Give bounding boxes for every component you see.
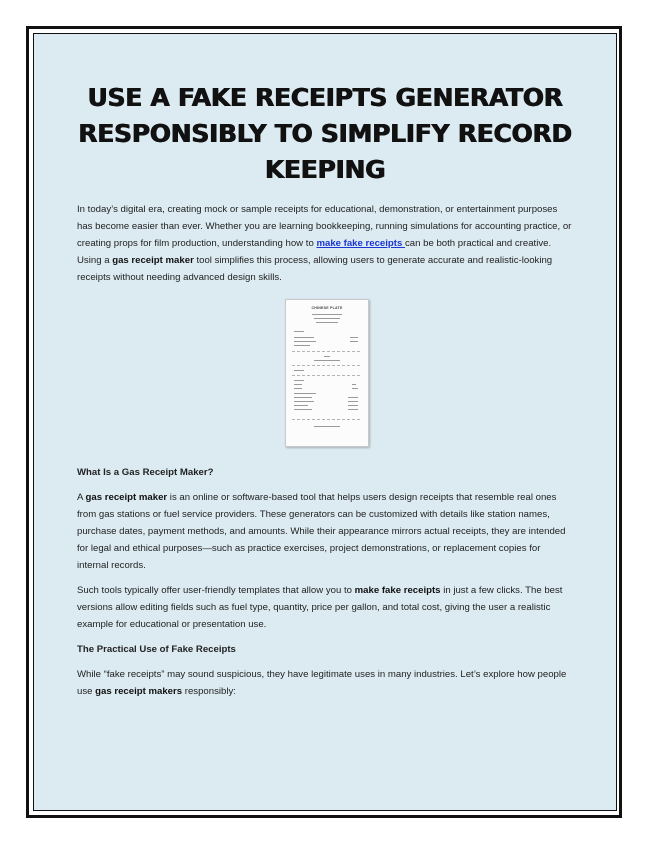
document-title: USE A FAKE RECEIPTS GENERATOR RESPONSIBLY TO SIMPLIFY RECORD KEEPING	[78, 83, 572, 184]
section-1-paragraph-2: Such tools typically offer user-friendly templates that allow you to make fake receipts in just a few clicks. The best versions allow editing fields such as fuel type, quantity, price per gallon, and total cost, giving the user a realistic example for educational or presentation use.	[77, 584, 563, 630]
section-1-paragraph-1: A gas receipt maker is an online or software-based tool that helps users design receipts that resemble real ones from gas stations or fuel service providers. These generators can be customized with details like station names, purchase dates, payment methods, and amounts. While their appearance mirrors actual receipts, they are intended for legal and ethical purposes—such as practice exercises, project demonstrations, or replacement copies for internal records.	[77, 492, 566, 572]
bold-term-make-fake-receipts: make fake receipts	[354, 584, 441, 596]
bold-term-gas-receipt-makers: gas receipt makers	[95, 685, 183, 697]
section-2-paragraph-1: While “fake receipts” may sound suspicious, they have legitimate uses in many industries. Let’s explore how people use gas receipt makers responsibly:	[77, 668, 567, 697]
intro-bold-term: gas receipt maker	[112, 254, 194, 266]
document-content	[77, 80, 573, 700]
receipt-store-name: CHINESE PLATE	[311, 305, 343, 310]
intro-text-end: tool simplifies this process, allowing users to generate accurate and realistic-looking receipts without needing advanced design skills.	[77, 254, 553, 283]
intro-text: In today’s digital era, creating mock or sample receipts for educational, demonstration, or entertainment purposes has become easier than ever. Whether you are learning bookkeeping, running simulations for accounting practice, or creating props for film production, understanding how to	[77, 204, 572, 249]
receipt-figure	[77, 287, 573, 463]
section-heading-practical-use: The Practical Use of Fake Receipts	[77, 643, 236, 655]
intro-text-continued: can be both practical and creative. Using a	[77, 237, 552, 266]
receipt-image	[285, 299, 369, 447]
section-heading-gas-receipt-maker: What Is a Gas Receipt Maker?	[77, 466, 214, 478]
bold-term-gas-receipt-maker: gas receipt maker	[85, 492, 168, 504]
make-fake-receipts-link[interactable]: make fake receipts	[316, 237, 405, 249]
intro-paragraph	[77, 202, 573, 287]
